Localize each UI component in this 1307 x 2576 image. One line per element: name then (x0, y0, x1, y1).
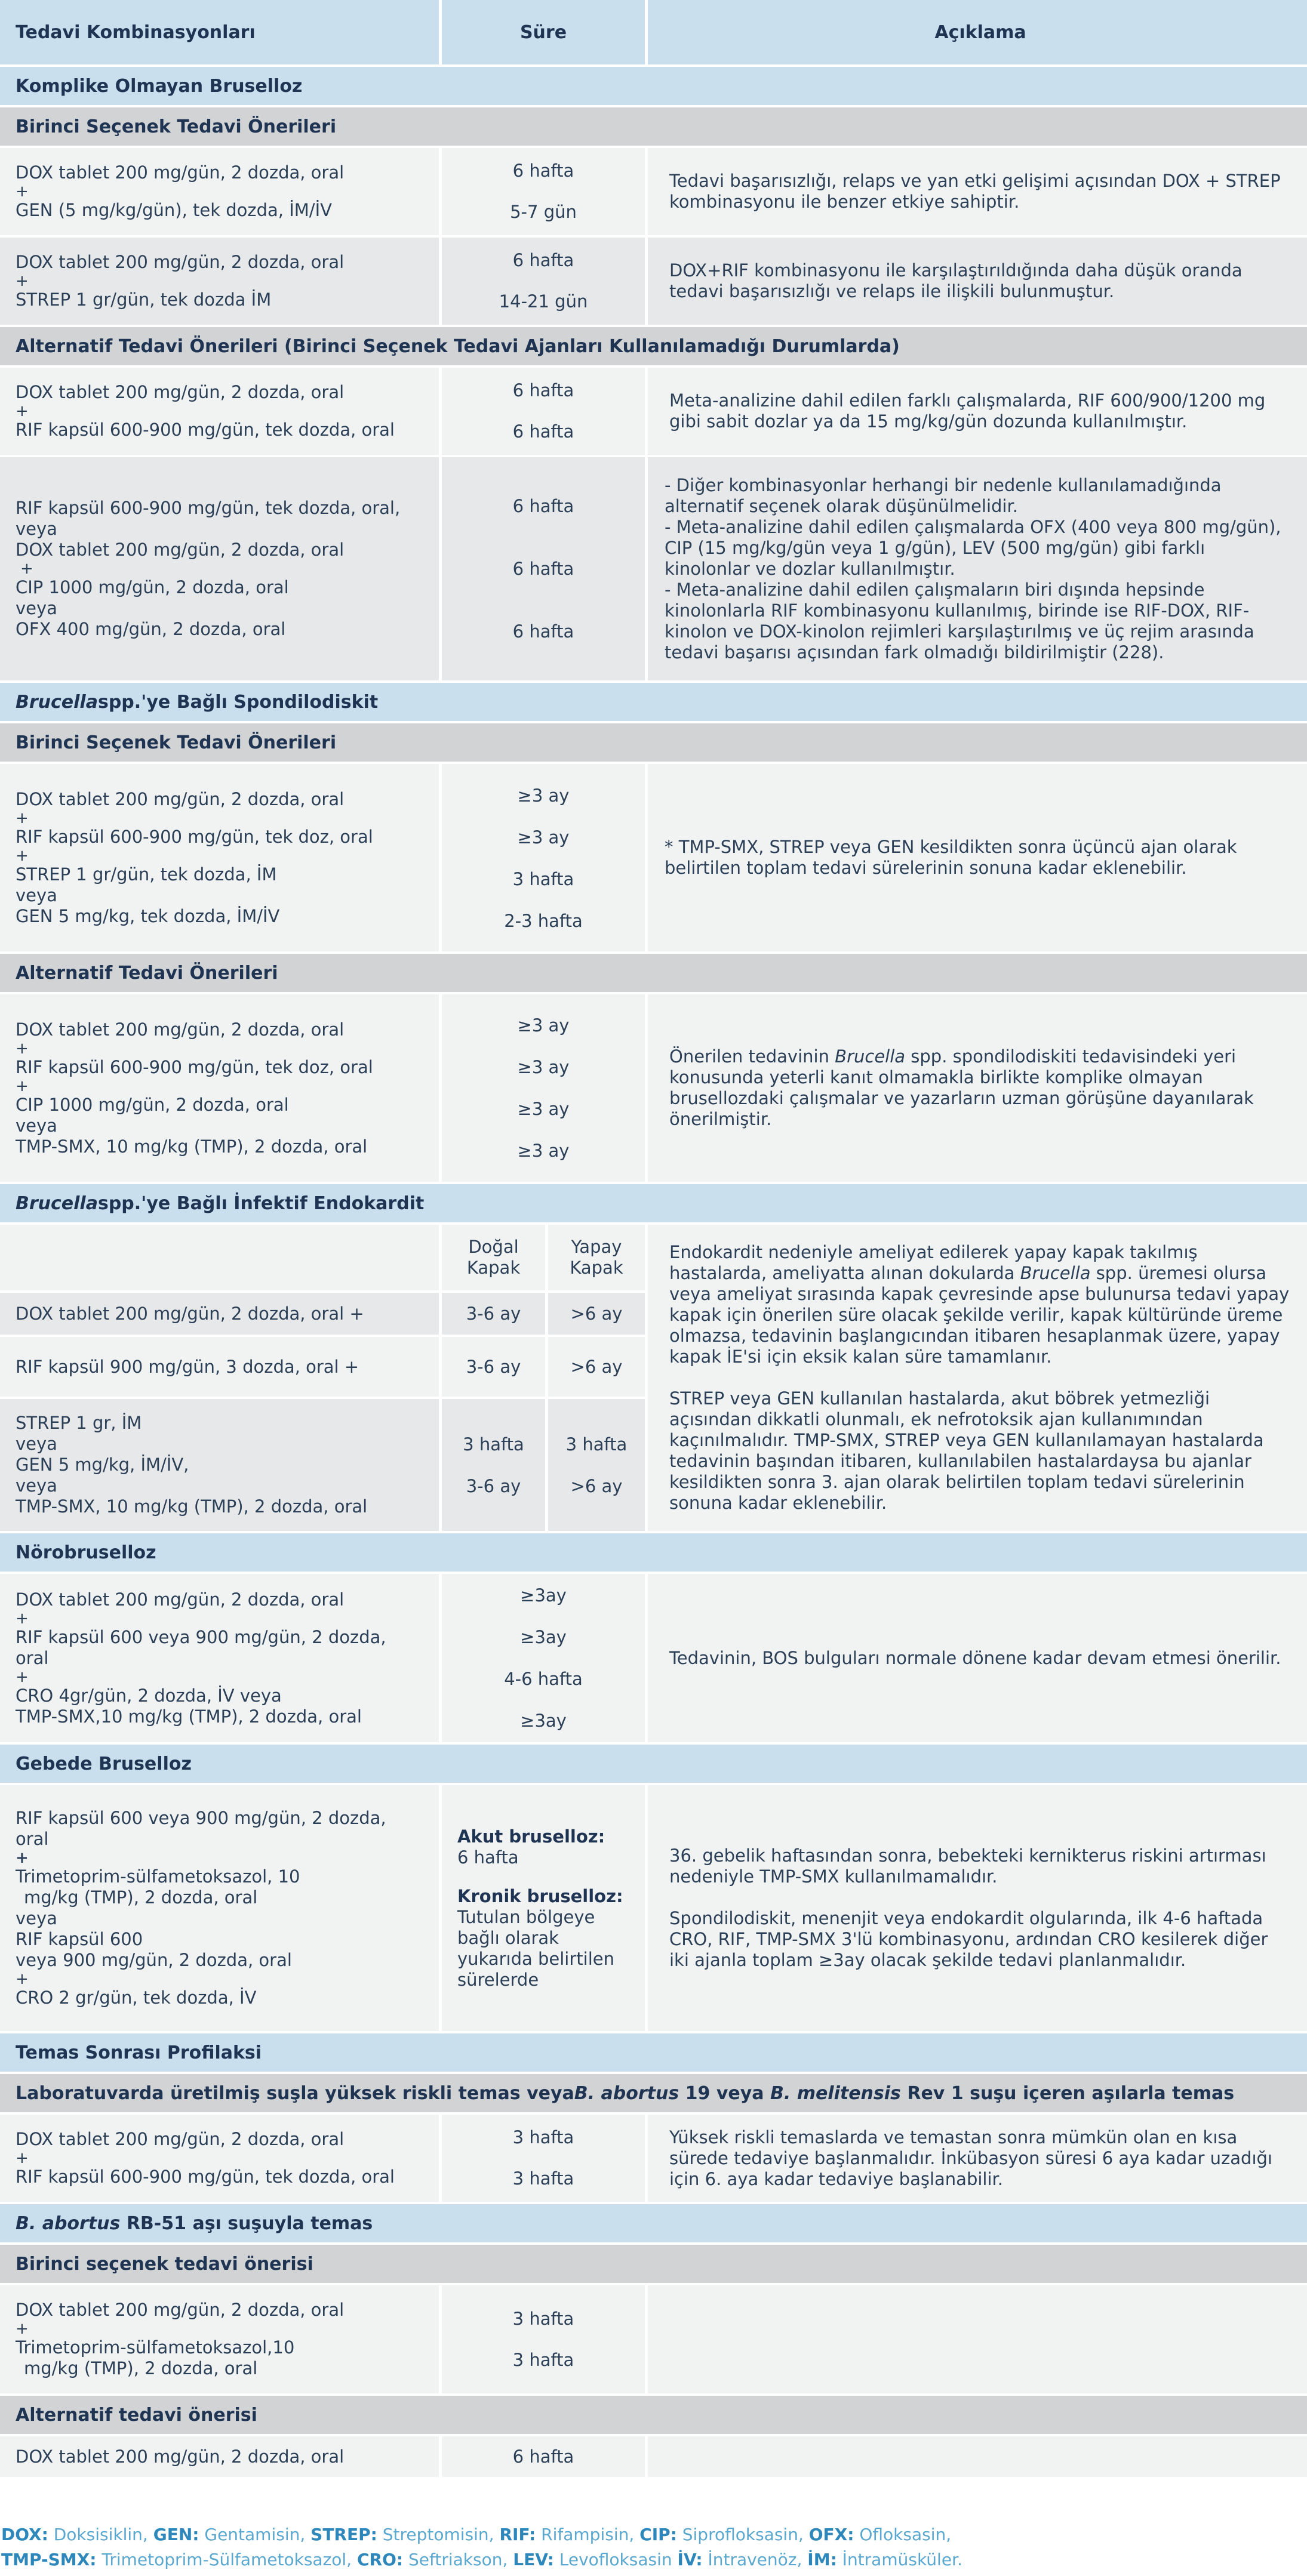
legend-line-2 (1, 2547, 962, 2572)
combination-cell: DOX tablet 200 mg/gün, 2 dozda, oral + RIF kapsül 600-900 mg/gün, tek dozda, oral (0, 2115, 442, 2202)
subsection-title: Alternatif Tedavi Önerileri (Birinci Seçenek Tedavi Ajanları Kullanılamadığı Durumlarda) (0, 327, 1307, 368)
subsection-title: Birinci Seçenek Tedavi Önerileri (0, 723, 1307, 764)
table-row (0, 238, 1307, 327)
legend-expansion: Siprofloksasin, (676, 2525, 809, 2544)
legend-expansion: İntravenöz, (702, 2550, 808, 2569)
duration-cell: 3 hafta 3 hafta (442, 2115, 648, 2202)
table-row (0, 2436, 1307, 2479)
subsection-title: Alternatif Tedavi Önerileri (0, 954, 1307, 994)
combination-cell: DOX tablet 200 mg/gün, 2 dozda, oral + RIF kapsül 600-900 mg/gün, tek dozda, oral (0, 368, 442, 455)
description-cell: Meta-analizine dahil edilen farklı çalışmalarda, RIF 600/900/1200 mg gibi sabit dozlar ya da 15 mg/kg/gün dozunda kullanılmıştır. (669, 390, 1266, 432)
legend-abbreviation: RIF: (499, 2525, 536, 2544)
table-row (0, 1574, 1307, 1745)
combination-cell: RIF kapsül 600-900 mg/gün, tek dozda, oral, veya DOX tablet 200 mg/gün, 2 dozda, oral + CIP 1000 mg/gün, 2 dozda, oral veya OFX 400 mg/gün, 2 dozda, oral (0, 457, 442, 680)
combination-cell: DOX tablet 200 mg/gün, 2 dozda, oral + RIF kapsül 600 veya 900 mg/gün, 2 dozda, oral + CRO 4gr/gün, 2 dozda, İV veya TMP-SMX,10 mg/kg (TMP), 2 dozda, oral (0, 1574, 442, 1742)
duration-cell: ≥3 ay ≥3 ay ≥3 ay ≥3 ay (442, 994, 648, 1182)
duration-cell: 6 hafta 14-21 gün (442, 238, 648, 325)
legend-expansion: Streptomisin, (377, 2525, 500, 2544)
header-col-combinations: Tedavi Kombinasyonları (0, 0, 442, 64)
table-row (0, 994, 1307, 1184)
legend-expansion: İntramüsküler. (837, 2550, 962, 2569)
description-cell: DOX+RIF kombinasyonu ile karşılaştırıldığında daha düşük oranda tedavi başarısızlığı ve relaps ile ilişkili bulunmuştur. (669, 260, 1243, 301)
description-cell: * TMP-SMX, STREP veya GEN kesildikten sonra üçüncü ajan olarak belirtilen toplam tedavi sürelerinin sonuna kadar eklenebilir. (665, 837, 1237, 878)
legend-abbreviation: STREP: (310, 2525, 377, 2544)
legend-abbreviation: DOX: (1, 2525, 48, 2544)
table-row: RIF kapsül 900 mg/gün, 3 dozda, oral + 3-6 ay >6 ay (0, 1337, 648, 1399)
description-cell (648, 2436, 1307, 2477)
subsection-title: Birinci seçenek tedavi önerisi (0, 2245, 1307, 2285)
legend-expansion: Levofloksasin (553, 2550, 678, 2569)
duration-cell: Akut bruselloz: 6 hafta Kronik bruselloz: Tutulan bölgeye bağlı olarak yukarıda belirtilen sürelerde (442, 1785, 648, 2031)
prosthetic-valve-header: Yapay Kapak (548, 1225, 648, 1290)
duration-cell: 3 hafta 3 hafta (442, 2285, 648, 2393)
subsection-title: Laboratuvarda üretilmiş suşla yüksek riskli temas veya B. abortus 19 veya B. melitensis Rev 1 suşu içeren aşılarla temas (0, 2074, 1307, 2115)
table-row (0, 148, 1307, 238)
legend-abbreviation: TMP-SMX: (1, 2550, 97, 2569)
combination-cell: DOX tablet 200 mg/gün, 2 dozda, oral + GEN (5 mg/kg/gün), tek dozda, İM/İV (0, 148, 442, 235)
duration-cell: 6 hafta (442, 2436, 648, 2477)
description-cell (648, 2285, 1307, 2393)
table-row (0, 1785, 1307, 2033)
subsection-title: Alternatif tedavi önerisi (0, 2396, 1307, 2436)
combination-cell: DOX tablet 200 mg/gün, 2 dozda, oral (0, 2436, 442, 2477)
legend-abbreviation: OFX: (808, 2525, 854, 2544)
section-title: B. abortus RB-51 aşı suşuyla temas (0, 2204, 1307, 2245)
description-cell: - Diğer kombinasyonlar herhangi bir nedenle kullanılamadığında alternatif seçenek olarak düşünülmelidir. - Meta-analizine dahil edilen çalışmalarda OFX (400 veya 800 mg/gün), CIP (15 mg/kg/gün veya 1 g/gün), LEV (500 mg/gün) gibi farklı kinolonlar ve dozlar kullanılmıştır. - Meta-analizine dahil edilen çalışmaların biri dışında hepsinde kinolonlarla RIF kombinasyonu kullanılmış, birinde ise RIF-DOX, RIF-kinolon ve DOX-kinolon rejimleri karşılaştırılmış ve üç rejim arasında tedavi başarısı açısından fark olmadığı bildirilmiştir (228). (665, 474, 1281, 663)
header-col-duration: Süre (442, 0, 648, 64)
endocarditis-block (0, 1225, 1307, 1533)
legend-line-1 (1, 2522, 962, 2547)
description-cell: Tedavinin, BOS bulguları normale dönene kadar devam etmesi önerilir. (669, 1647, 1281, 1668)
combination-cell: DOX tablet 200 mg/gün, 2 dozda, oral + Trimetoprim-sülfametoksazol,10 mg/kg (TMP), 2 dozda, oral (0, 2285, 442, 2393)
legend-expansion: Seftriakson, (403, 2550, 513, 2569)
table-row: STREP 1 gr, İM veya GEN 5 mg/kg, İM/İV, veya TMP-SMX, 10 mg/kg (TMP), 2 dozda, oral 3 hafta 3-6 ay 3 hafta >6 ay (0, 1399, 648, 1531)
valve-header-row (0, 1225, 648, 1293)
duration-cell: ≥3ay ≥3ay 4-6 hafta ≥3ay (442, 1574, 648, 1742)
table-header (0, 0, 1307, 67)
legend-abbreviation: CRO: (356, 2550, 404, 2569)
combination-cell: DOX tablet 200 mg/gün, 2 dozda, oral + RIF kapsül 600-900 mg/gün, tek doz, oral + STREP 1 gr/gün, tek dozda, İM veya GEN 5 mg/kg, tek dozda, İM/İV (0, 764, 442, 951)
section-title: Nörobruselloz (0, 1533, 1307, 1574)
table-row (0, 764, 1307, 954)
description-cell: Endokardit nedeniyle ameliyat edilerek yapay kapak takılmış hastalarda, ameliyatta alınan dokularda Brucella spp. üremesi olursa veya ameliyat sırasında kapak çevresinde apse bulunursa tedavi yapay kapak için önerilen süre olacak şekilde verilir, kapak kültüründe üreme olmazsa, tedavinin başlangıcından itibaren hesaplanmak üzere, yapay kapak İE'si için eksik kalan süre tamamlanır. STREP veya GEN kullanılan hastalarda, akut böbrek yetmezliği açısından dikkatli olunmalı, ek nefrotoksik ajan kullanımından kaçınılmalıdır. TMP-SMX, STREP veya GEN kullanılamayan hastalarda tedavinin başından itibaren, kullanılabilen hastalardaysa bu ajanlar kesildikten sonra 3. ajan olarak belirtilen toplam tedavi sürelerinin sonuna kadar eklenebilir. (648, 1225, 1307, 1531)
table-row (0, 2285, 1307, 2396)
table-row (0, 2115, 1307, 2204)
legend-abbreviation: İV: (677, 2550, 703, 2569)
table-row: DOX tablet 200 mg/gün, 2 dozda, oral + 3-6 ay >6 ay (0, 1293, 648, 1337)
legend-abbreviation: LEV: (513, 2550, 554, 2569)
duration-cell: 6 hafta 6 hafta (442, 368, 648, 455)
section-title: Gebede Bruselloz (0, 1745, 1307, 1785)
legend-abbreviation: GEN: (153, 2525, 199, 2544)
combination-cell: DOX tablet 200 mg/gün, 2 dozda, oral + STREP 1 gr/gün, tek dozda İM (0, 238, 442, 325)
description-cell: Tedavi başarısızlığı, relaps ve yan etki gelişimi açısından DOX + STREP kombinasyonu ile benzer etkiye sahiptir. (669, 171, 1281, 212)
legend-abbreviation: CIP: (639, 2525, 677, 2544)
section-title: Brucella spp.'ye Bağlı İnfektif Endokardit (0, 1184, 1307, 1225)
duration-cell: 6 hafta 6 hafta 6 hafta (442, 457, 648, 680)
legend-expansion: Doksisiklin, (48, 2525, 153, 2544)
legend-expansion: Gentamisin, (199, 2525, 311, 2544)
section-title: Brucella spp.'ye Bağlı Spondilodiskit (0, 683, 1307, 723)
combination-cell: RIF kapsül 600 veya 900 mg/gün, 2 dozda, oral + Trimetoprim-sülfametoksazol, 10 mg/kg (TMP), 2 dozda, oral veya RIF kapsül 600 veya 900 mg/gün, 2 dozda, oral + CRO 2 gr/gün, tek dozda, İV (0, 1785, 442, 2031)
duration-cell: ≥3 ay ≥3 ay 3 hafta 2-3 hafta (442, 764, 648, 951)
natural-valve-header: Doğal Kapak (442, 1225, 548, 1290)
abbreviation-legend (0, 2522, 962, 2572)
description-cell: Önerilen tedavinin Brucella spp. spondilodiskiti tedavisindeki yeri konusunda yeterli kanıt olmamakla birlikte komplike olmayan brusellozdaki çalışmalar ve yazarların uzman görüşüne dayanılarak önerilmiştir. (669, 1046, 1254, 1129)
legend-expansion: Ofloksasin, (854, 2525, 952, 2544)
subsection-title: Birinci Seçenek Tedavi Önerileri (0, 107, 1307, 148)
header-col-description: Açıklama (934, 21, 1026, 43)
duration-cell: 6 hafta 5-7 gün (442, 148, 648, 235)
legend-abbreviation: İM: (807, 2550, 837, 2569)
description-cell: 36. gebelik haftasından sonra, bebekteki kernikterus riskini artırması nedeniyle TMP-SMX kullanılmamalıdır. Spondilodiskit, menenjit veya endokardit olgularında, ilk 4-6 haftada CRO, RIF, TMP-SMX 3'lü kombinasyonu, ardından CRO kesilerek diğer iki ajanla toplam ≥3ay olacak şekilde tedavi planlanmalıdır. (669, 1845, 1268, 1970)
section-title: Temas Sonrası Profilaksi (0, 2033, 1307, 2074)
table-row (0, 368, 1307, 457)
legend-expansion: Trimetoprim-Sülfametoksazol, (96, 2550, 357, 2569)
description-cell: Yüksek riskli temaslarda ve temastan sonra mümkün olan en kısa sürede tedaviye başlanmalıdır. İnkübasyon süresi 6 aya kadar uzadığı için 6. aya kadar tedaviye başlanabilir. (669, 2127, 1272, 2189)
legend-expansion: Rifampisin, (536, 2525, 640, 2544)
table-row (0, 457, 1307, 683)
combination-cell: DOX tablet 200 mg/gün, 2 dozda, oral + RIF kapsül 600-900 mg/gün, tek doz, oral + CIP 1000 mg/gün, 2 dozda, oral veya TMP-SMX, 10 mg/kg (TMP), 2 dozda, oral (0, 994, 442, 1182)
section-title: Komplike Olmayan Bruselloz (0, 67, 1307, 107)
